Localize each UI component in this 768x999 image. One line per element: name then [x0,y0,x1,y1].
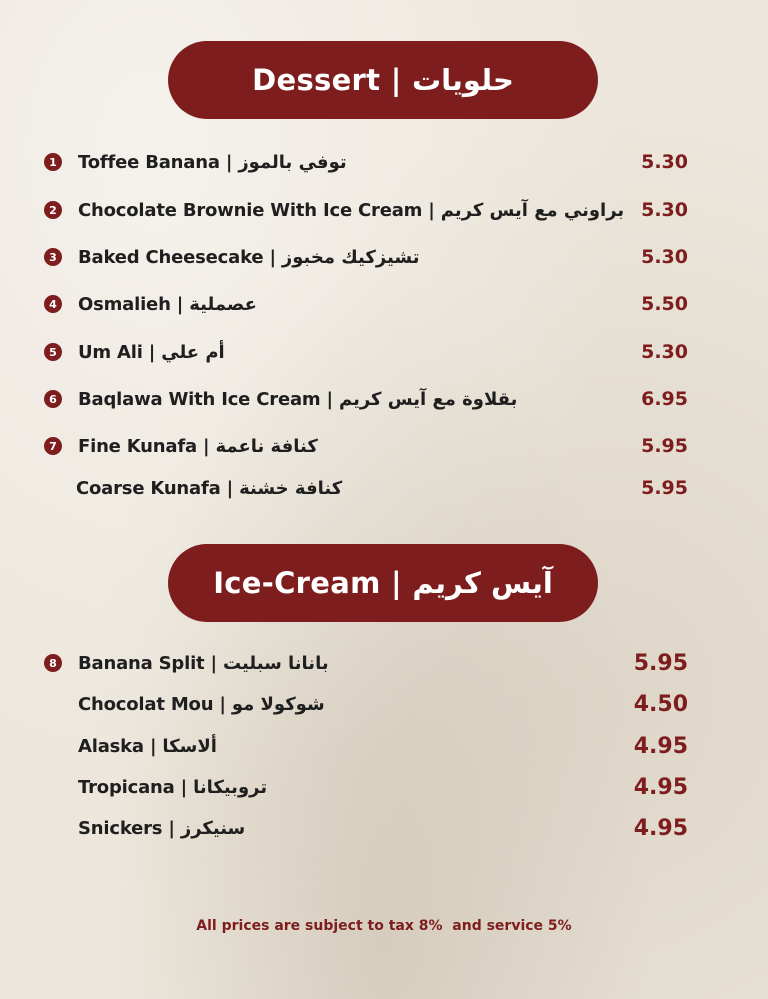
item-name-ar: تشيزكيك مخبوز [281,246,420,268]
item-name [78,200,628,221]
item-price: 5.50 [641,293,688,315]
item-name-en: Fine Kunafa [78,435,197,457]
item-name-en: Banana Split [78,652,205,674]
menu-item [44,337,688,367]
name-separator: | [174,776,194,798]
item-name [78,342,628,363]
item-name [78,736,628,757]
item-name [78,818,628,839]
item-name-en: Chocolate Brownie With Ice Cream [78,199,423,221]
name-separator: | [170,293,190,315]
item-name-ar: توفي بالموز [238,151,347,173]
name-separator: | [320,388,339,410]
item-number-badge [44,737,62,755]
item-name-en: Snickers [78,817,163,839]
menu-item [44,431,688,461]
item-price: 5.30 [641,151,688,173]
item-name-en: Alaska [78,735,144,757]
item-name [78,152,628,173]
item-price: 4.95 [633,774,688,800]
item-number-badge [44,778,62,796]
dessert-section-header [168,41,598,119]
item-name [76,478,628,499]
item-name-en: Osmalieh [78,293,171,315]
item-name-ar: سنيكرز [180,817,246,839]
icecream-header-separator: | [380,566,413,600]
item-name-en: Chocolat Mou [78,693,214,715]
item-name-en: Um Ali [78,341,143,363]
item-name [78,694,628,715]
name-separator: | [162,817,181,839]
dessert-header-ar: حلويات [412,63,514,97]
item-name-ar: عصملية [189,293,257,315]
item-number-badge [44,819,62,837]
item-price: 4.95 [633,733,688,759]
name-separator: | [263,246,282,268]
name-separator: | [220,477,240,499]
item-name-ar: بقلاوة مع آيس كريم [338,388,518,410]
item-number-badge: 7 [44,437,62,455]
item-price: 5.95 [641,477,688,499]
tax-service-footnote: All prices are subject to tax 8% and service 5% [196,918,572,934]
menu-item [44,195,688,225]
item-price: 5.95 [641,435,688,457]
name-separator: | [422,199,441,221]
item-price: 6.95 [641,388,688,410]
icecream-header-en: Ice-Cream [213,566,381,600]
item-name-ar: شوكولا مو [231,693,325,715]
item-name-ar: ألاسكا [162,735,217,757]
item-price: 5.95 [633,650,688,676]
name-separator: | [213,693,232,715]
menu-item [44,242,688,272]
item-price: 5.30 [641,199,688,221]
item-name-en: Coarse Kunafa [76,477,221,499]
menu-item [44,731,688,761]
menu-item [44,289,688,319]
item-number-badge: 8 [44,654,62,672]
name-separator: | [219,151,239,173]
icecream-header-ar: آيس كريم [412,566,553,600]
item-number-badge [44,479,62,497]
name-separator: | [196,435,216,457]
item-name-ar: بانانا سبليت [222,652,329,674]
menu-item [44,648,688,678]
item-name-ar: براوني مع آيس كريم [440,199,625,221]
item-name [78,436,628,457]
menu-item [44,689,688,719]
item-number-badge: 2 [44,201,62,219]
item-number-badge: 6 [44,390,62,408]
item-name [78,389,628,410]
name-separator: | [143,735,163,757]
item-name-ar: أم علي [161,341,225,363]
dessert-header-separator: | [380,63,413,97]
item-number-badge: 1 [44,153,62,171]
menu-item [44,147,688,177]
menu-item [44,813,688,843]
item-price: 5.30 [641,341,688,363]
dessert-header-en: Dessert [252,63,381,97]
item-name [78,653,628,674]
item-name [78,247,628,268]
item-number-badge: 4 [44,295,62,313]
item-price: 5.30 [641,246,688,268]
item-price: 4.95 [633,815,688,841]
menu-item [44,772,688,802]
item-name-ar: كنافة خشنة [239,477,343,499]
item-price: 4.50 [633,691,688,717]
item-name-en: Baked Cheesecake [78,246,264,268]
item-name-en: Baqlawa With Ice Cream [78,388,321,410]
name-separator: | [142,341,162,363]
item-name-ar: كنافة ناعمة [215,435,318,457]
name-separator: | [204,652,223,674]
item-number-badge: 3 [44,248,62,266]
item-name [78,294,628,315]
item-name-en: Toffee Banana [78,151,220,173]
item-name [78,777,628,798]
menu-item [44,473,688,503]
icecream-section-header [168,544,598,622]
item-name-en: Tropicana [78,776,175,798]
menu-item [44,384,688,414]
item-name-ar: تروبيكانا [193,776,268,798]
item-number-badge: 5 [44,343,62,361]
item-number-badge [44,695,62,713]
